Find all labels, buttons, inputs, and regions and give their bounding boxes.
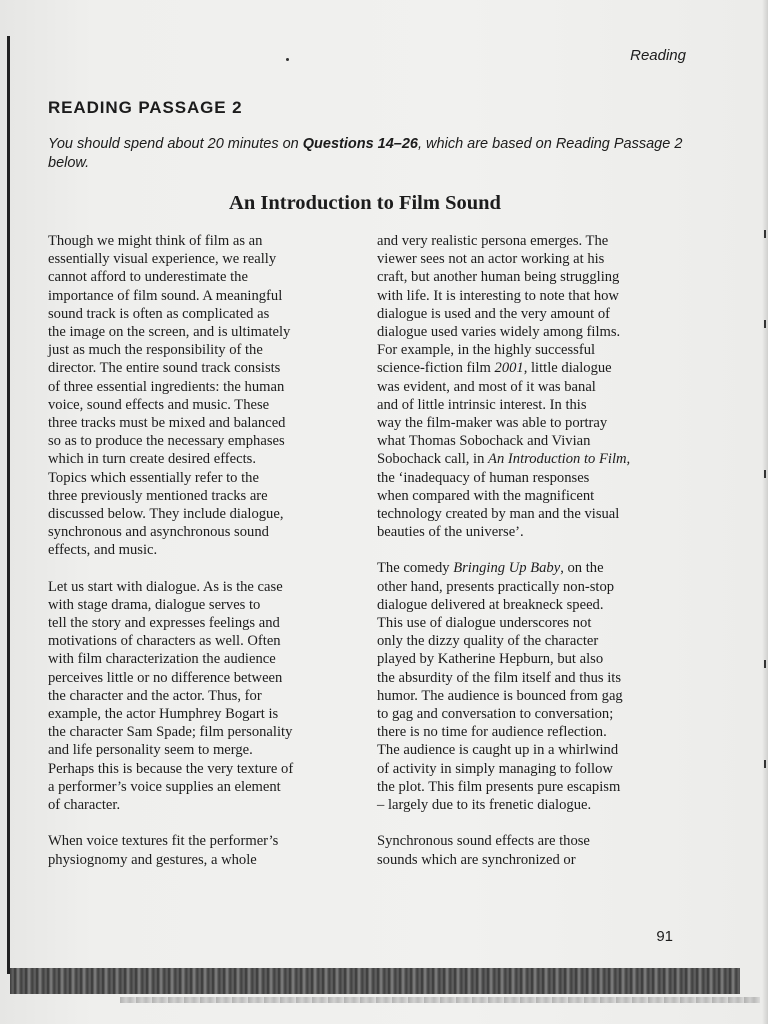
text-line: cannot afford to underestimate the [48,269,248,286]
book-title: An Introduction to Film, [488,451,631,468]
right-column [377,232,697,887]
text-line: of character. [48,797,121,814]
text-line: – largely due to its frenetic dialogue. [377,797,592,814]
text-line: way the film-maker was able to portray [377,415,608,432]
text-line: three previously mentioned tracks are [48,487,268,504]
instructions-pre: You should spend about 20 minutes on [48,136,303,152]
text-line: there is no time for audience reflection. [377,724,607,741]
text-line: voice, sound effects and music. These [48,396,270,413]
text-line: just as much the responsibility of the [48,342,263,359]
paragraph-voice [48,832,358,868]
text-line: When voice textures fit the performer’s [48,833,279,850]
text-line: when compared with the magnificent [377,487,595,504]
text-line: and of little intrinsic interest. In this [377,396,587,413]
text-line: Let us start with dialogue. As is the case [48,578,283,595]
text-line: discussed below. They include dialogue, [48,506,284,523]
text-line: the character and the actor. Thus, for [48,687,262,704]
film-title-2001: 2001 [494,360,524,377]
text-line: sounds which are synchronized or [377,851,576,868]
text-line: craft, but another human being struggling [377,269,620,286]
paragraph-synchronous [377,832,697,868]
page-binding-edge [7,36,10,974]
stray-dot [286,58,289,61]
page-right-shadow [762,0,768,1024]
instructions-questions: Questions 14–26 [302,136,418,152]
text-run: , little dialogue [523,360,612,377]
text-line: motivations of characters as well. Often [48,633,281,650]
text-run: science-fiction film [377,360,495,377]
paragraph-intro [48,232,358,560]
text-line: dialogue is used and the very amount of [377,305,611,322]
running-head: Reading [630,47,686,64]
text-line: dialogue used varies widely among films. [377,324,621,341]
text-line: synchronous and asynchronous sound [48,524,269,541]
text-line: of three essential ingredients: the human [48,378,285,395]
text-line: so as to produce the necessary emphases [48,433,285,450]
text-line: three tracks must be mixed and balanced [48,415,286,432]
text-line: essentially visual experience, we really [48,251,277,268]
text-line: what Thomas Sobochack and Vivian [377,433,591,450]
text-line: effects, and music. [48,542,158,559]
text-line: and life personality seem to merge. [48,742,253,759]
scan-bottom-edge-faint [120,997,760,1003]
text-line: technology created by man and the visual [377,506,620,523]
text-line: example, the actor Humphrey Bogart is [48,706,279,723]
paragraph-comedy [377,559,697,814]
text-line: Topics which essentially refer to the [48,469,259,486]
text-line: The audience is caught up in a whirlwind [377,742,619,759]
text-line: physiognomy and gestures, a whole [48,851,257,868]
text-line: the ‘inadequacy of human responses [377,469,590,486]
text-line: the image on the screen, and is ultimately [48,324,291,341]
text-line: the absurdity of the film itself and thus its [377,669,622,686]
text-line: beauties of the universe’. [377,524,524,541]
paragraph-persona [377,232,697,541]
page-number: 91 [656,928,673,945]
text-line: only the dizzy quality of the character [377,633,599,650]
article-title: An Introduction to Film Sound [229,192,501,214]
text-line: the plot. This film presents pure escapism [377,778,621,795]
left-column [48,232,358,887]
text-line: humor. The audience is bounced from gag [377,687,623,704]
text-line: the character Sam Spade; film personality [48,724,293,741]
text-line: to gag and conversation to conversation; [377,706,614,723]
text-run: Sobochack call, in [377,451,489,468]
film-title-bringing-up-baby: Bringing Up Baby [453,560,561,577]
text-line: with stage drama, dialogue serves to [48,596,261,613]
text-run: The comedy [377,560,454,577]
text-line: importance of film sound. A meaningful [48,287,283,304]
text-line: viewer sees not an actor working at his [377,251,605,268]
text-line: dialogue delivered at breakneck speed. [377,596,604,613]
text-line [377,559,697,577]
text-line: and very realistic persona emerges. The [377,233,609,249]
scan-bottom-edge [10,968,740,994]
text-line: This use of dialogue underscores not [377,615,592,632]
text-line [377,359,697,377]
text-line: a performer’s voice supplies an element [48,778,281,795]
text-line: with life. It is interesting to note that how [377,287,619,304]
text-line: Though we might think of film as an [48,233,263,249]
instructions [48,135,698,173]
text-line: Perhaps this is because the very texture of [48,760,294,777]
text-line: perceives little or no difference between [48,669,283,686]
paragraph-dialogue [48,578,358,815]
text-line: played by Katherine Hepburn, but also [377,651,604,668]
text-run: , on the [560,560,604,577]
text-line: which in turn create desired effects. [48,451,257,468]
text-line: other hand, presents practically non-stop [377,578,615,595]
text-line: tell the story and expresses feelings and [48,615,280,632]
text-line: was evident, and most of it was banal [377,378,596,395]
text-line [377,450,697,468]
text-line: with film characterization the audience [48,651,276,668]
section-title: READING PASSAGE 2 [48,98,243,117]
text-line: of activity in simply managing to follow [377,760,613,777]
text-line: director. The entire sound track consists [48,360,281,377]
text-line: Synchronous sound effects are those [377,833,590,850]
instructions-post: , which are based on Reading Passage 2 below. [48,136,683,171]
text-line: For example, in the highly successful [377,342,596,359]
text-line: sound track is often as complicated as [48,305,270,322]
